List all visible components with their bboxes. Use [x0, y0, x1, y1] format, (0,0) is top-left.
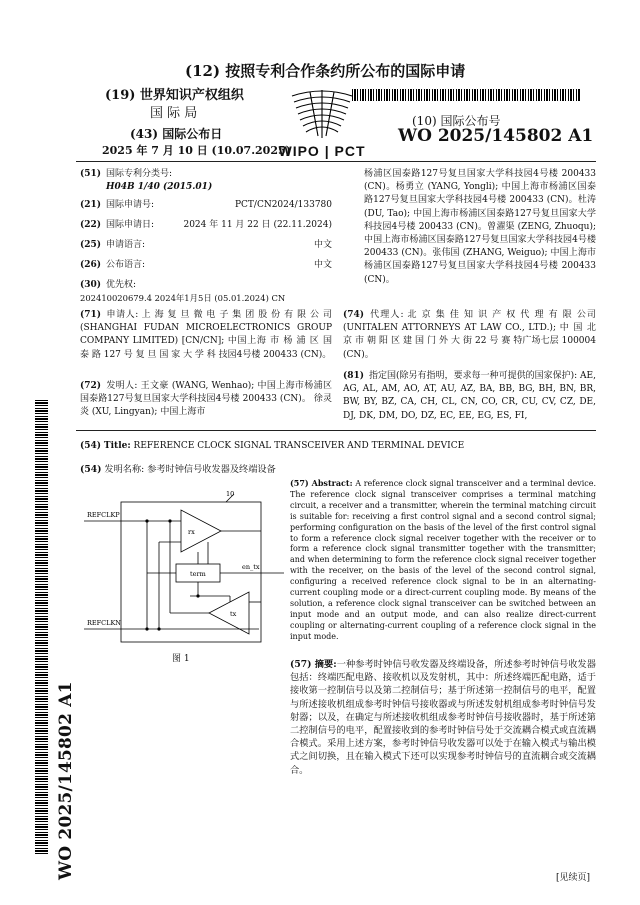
document-title: (12) 按照专利合作条约所公布的国际申请 [185, 62, 466, 80]
application-number: PCT/CN2024/133780 [234, 200, 332, 210]
wipo-org-name: (19) 世界知识产权组织 [105, 88, 244, 103]
field-number: (54) [80, 464, 102, 475]
field-21 [80, 199, 332, 212]
field-number: (30) [80, 280, 102, 290]
field-number: (22) [80, 220, 102, 230]
priority-data: 202410020679.4 2024年1月5日 (05.01.2024) CN [80, 293, 286, 303]
field-label: 申请语言: [106, 240, 146, 250]
header-divider [76, 161, 596, 162]
abstract-zh-label: (57) 摘要: [290, 659, 337, 670]
filing-date: 2024 年 11 月 22 日 (22.11.2024) [183, 220, 332, 230]
wipo-pct-label: WIPO | PCT [278, 143, 366, 159]
reference-number: 10 [226, 490, 235, 498]
inventors-block [80, 380, 332, 420]
side-barcode [35, 400, 48, 855]
abstract-en-text: A reference clock signal transceiver and a terminal device. The reference clock signal transceiver comprises a terminal matching circuit, a receiver and a transmitter, wherein the terminal matching circuit is suitable for: receiving a first control signal and a second control signal; performing configuration on the basis of the level of the first control signal to form a reference clock signal receiver together with the receiver or to form a reference clock signal transmitter together with the transmitter; and when determining to form the reference clock signal receiver together with the receiver, on the basis of the level of the second control signal, configuring a received reference clock signal to be in an alternating-current coupling mode or a direct-current coupling mode. By means of the solution, a reference clock signal transceiver can be switched between an input mode and an output mode, and can also realize direct-current coupling or alternating-current coupling of a reference clock signal in the input mode. [290, 479, 597, 641]
side-publication-number: WO 2025/145802 A1 [56, 681, 76, 880]
circuit-diagram [84, 484, 284, 664]
refclkn-label: REFCLKN [87, 619, 121, 627]
field-label: 国际申请号: [106, 200, 155, 210]
field-label: 发明名称: [104, 464, 145, 475]
field-number: (54) [80, 441, 102, 451]
field-label: 公布语言: [106, 260, 146, 270]
abstract-zh-text: 一种参考时钟信号收发器及终端设备，所述参考时钟信号收发器包括：终端匹配电路、接收机以及发射机，其中：所述终端匹配电路，适于接收第一控制信号以及第二控制信号；基于所述第一控制信号的电平，配置与所述接收机组成参考时钟信号接收器或与所述发射机组成参考时钟信号发射器；以及，在确定与所述接收机组成参考时钟信号接收器时，基于所述第二控制信号的电平，配置接收到的参考时钟信号处于交流耦合模式或直流耦合模式。采用上述方案，参考时钟信号收发器可以处于在输入模式与输出模式之间切换，且在输入模式下还可以实现参考时钟信号的直流耦合或交流耦合。 [290, 659, 596, 776]
title-en-text: REFERENCE CLOCK SIGNAL TRANSCEIVER AND TERMINAL DEVICE [133, 441, 465, 451]
figure-caption: 图 1 [172, 654, 190, 664]
field-number: (26) [80, 260, 102, 270]
publication-language: 中文 [313, 260, 332, 270]
title-zh-text: 参考时钟信号收发器及终端设备 [147, 464, 276, 475]
publication-number: WO 2025/145802 A1 [398, 126, 594, 146]
header-barcode [352, 89, 580, 101]
field-26 [80, 259, 332, 272]
abstract-en-label: (57) Abstract: [290, 478, 353, 488]
publication-date-label: (43) 国际公布日 [130, 127, 223, 141]
field-number: (81) [343, 371, 365, 381]
inventors-continued: 杨浦区国泰路127号复旦国家大学科技园4号楼 200433 (CN)。杨勇立 (YANG, Yongli); 中国上海市杨浦区国泰路127号复旦国家大学科技园4号楼 200433 (CN)。杜涛 (DU, Tao); 中国上海市杨浦区国泰路127号复旦国家大学科技园4号楼 200433 (CN)。曾濯渠 (ZENG, Zhuoqu); 中国上海市杨浦区国泰路127号复旦国家大学科技园4号楼 200433 (CN)。张伟国 (ZHANG, Weiguo); 中国上海市杨浦区国泰路127号复旦国家大学科技园4号楼 200433 (CN)。 [364, 169, 596, 285]
title-zh [80, 461, 276, 475]
field-number: (51) [80, 169, 102, 179]
figure-1 [84, 484, 284, 664]
field-label: Title: [103, 441, 131, 451]
rx-amplifier [181, 510, 221, 552]
field-label: 国际申请日: [106, 220, 155, 230]
field-25 [80, 239, 332, 252]
field-label: 国际专利分类号: [106, 169, 173, 179]
applicant-text: 申请人: 上 海 复 旦 微 电 子 集 团 股 份 有 限 公 司 (SHANGHAI FUDAN MICROELECTRONICS GROUP COMPANY LIMITED) [CN/CN]; 中国上海 市 杨 浦 区 国 泰 路 127 号 复 旦 国 家 大 学 科 技园4号楼 200433 (CN)。 [80, 310, 332, 360]
field-number: (74) [343, 310, 365, 320]
field-number: (25) [80, 240, 102, 250]
applicant-block [80, 309, 332, 362]
ipc-classification: H04B 1/40 (2015.01) [106, 182, 213, 192]
field-51 [80, 168, 330, 194]
tx-amplifier [209, 592, 249, 634]
designated-states-text: 指定国(除另有指明，要求每一种可提供的国家保护): AE, AG, AL, AM, AO, AT, AU, AZ, BA, BB, BG, BH, BN, BR, BW, BY, BZ, CA, CH, CL, CN, CO, CR, CU, CV, CZ, DE, DJ, DK, DM, DO, DZ, EC, EE, EG, ES, FI, [343, 371, 596, 421]
publication-date: 2025 年 7 月 10 日 (10.07.2025) [102, 144, 291, 157]
agent-block [343, 309, 596, 362]
abstract-en [290, 478, 596, 643]
field-number: (21) [80, 200, 102, 210]
tx-label: tx [230, 610, 237, 618]
title-en [80, 441, 464, 451]
biblio-divider [76, 430, 596, 431]
en-tx-label: en_tx [242, 563, 260, 571]
continued-on-next-page: [见续页] [556, 873, 591, 883]
field-number: (72) [80, 381, 102, 391]
publication-number-label: (10) 国际公布号 [412, 114, 501, 128]
field-number: (71) [80, 310, 102, 320]
abstract-zh [290, 658, 596, 777]
field-30 [80, 279, 332, 306]
field-label: 优先权: [106, 280, 137, 290]
designated-states-block [343, 370, 596, 423]
rx-label: rx [188, 528, 195, 536]
field-22 [80, 219, 332, 232]
refclkp-label: REFCLKP [87, 511, 120, 519]
agent-text: 代理人: 北 京 集 佳 知 识 产 权 代 理 有 限 公司(UNITALEN ATTORNEYS AT LAW CO., LTD.); 中 国 北 京 市 朝 阳 区 建 国 门 外 大 街 22 号 赛 特广场七层 100004 (CN)。 [343, 310, 596, 360]
wipo-bureau: 国 际 局 [150, 106, 198, 121]
term-label: term [190, 570, 206, 578]
inventors-text: 发明人: 王文豪 (WANG, Wenhao); 中国上海市杨浦区国泰路127号复旦国家大学科技园4号楼 200433 (CN)。 徐灵炎 (XU, Lingyan); 中国上海市 [80, 381, 332, 418]
filing-language: 中文 [313, 240, 332, 250]
